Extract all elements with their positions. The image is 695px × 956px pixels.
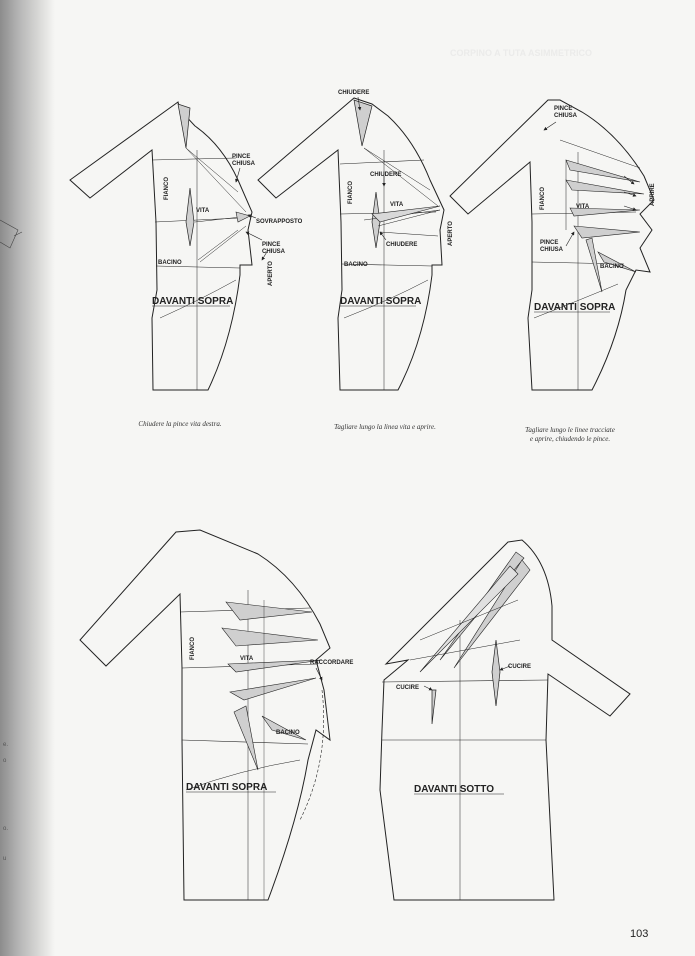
fig2-label-aperto: APERTO [448, 221, 454, 246]
fig1-label-bacino: BACINO [158, 260, 182, 266]
figure-4 [80, 530, 330, 900]
fig3-wedge-4 [574, 226, 640, 238]
side-mark: o [3, 758, 7, 764]
figure-5 [380, 540, 630, 900]
fig5-dart-left [432, 690, 436, 724]
fig1-label-pince-1: PINCE [232, 154, 251, 160]
fig1-label-sovrapposto: SOVRAPPOSTO [256, 219, 303, 225]
fig5-wedge-2 [454, 560, 530, 668]
caption-figure-1: Chiudere la pince vita destra. [138, 420, 222, 428]
fig3-label-aprire: APRIRE [650, 183, 656, 206]
fig3-wedge-1 [566, 160, 640, 182]
fig4-title: DAVANTI SOPRA [186, 782, 268, 793]
fig4-outline [80, 530, 330, 900]
fig4-label-fianco: FIANCO [190, 637, 196, 660]
fig5-wedge-3 [420, 566, 518, 672]
fig4-wedge-5 [234, 706, 258, 770]
side-mark: o. [3, 826, 9, 832]
fig4-label-bacino: BACINO [276, 730, 300, 736]
fig2-open-wedge [372, 206, 440, 222]
fig2-label-chiudere-mid: CHIUDERE [370, 172, 402, 178]
fig1-label-aperto: APERTO [268, 261, 274, 286]
fig3-label-pince-top-2: CHIUSA [554, 113, 578, 119]
fig1-label-pince-2: CHIUSA [232, 161, 256, 167]
fig2-title: DAVANTI SOPRA [340, 296, 422, 307]
fig3-wedge-2 [566, 180, 644, 194]
caption-figure-3-line-2: e aprire, chiudendo le pince. [529, 435, 611, 443]
fig1-side-dart [236, 212, 250, 222]
fig4-dashed-side [300, 690, 324, 820]
fig4-wedge-2 [222, 628, 318, 646]
fig1-title: DAVANTI SOPRA [152, 296, 234, 307]
fig2-label-chiudere-top: CHIUDERE [338, 90, 370, 96]
fig4-label-vita: VITA [240, 656, 254, 662]
fig1-label-pince2-1: PINCE [262, 242, 281, 248]
fig3-label-pince-low-2: CHIUSA [540, 247, 564, 253]
fig5-label-cucire-left: CUCIRE [396, 685, 420, 691]
fig2-shoulder-dart [354, 100, 372, 146]
fig1-bust-line [152, 158, 236, 160]
fig2-label-bacino: BACINO [344, 262, 368, 268]
fig1-hip-line [156, 266, 240, 268]
fig4-wedge-1 [226, 602, 312, 620]
fig5-label-cucire-right: CUCIRE [508, 664, 532, 670]
fig4-wedge-4 [230, 678, 316, 700]
fig2-label-vita: VITA [390, 202, 404, 208]
fig3-label-pince-top-1: PINCE [554, 106, 573, 112]
fig5-title: DAVANTI SOTTO [414, 784, 494, 795]
fig2-label-fianco: FIANCO [348, 181, 354, 204]
fig4-hip-line [182, 740, 308, 744]
fig1-label-fianco: FIANCO [164, 177, 170, 200]
fig1-label-vita: VITA [196, 208, 210, 214]
fig3-label-bacino: BACINO [600, 264, 624, 270]
fig3-label-pince-low-1: PINCE [540, 240, 559, 246]
caption-figure-2: Tagliare lungo la linea vita e aprire. [334, 423, 436, 431]
fig1-outline [70, 102, 252, 390]
fig3-title: DAVANTI SOPRA [534, 302, 616, 313]
figure-1 [70, 102, 252, 390]
fig5-waist-line [382, 680, 548, 682]
ghost-header: CORPINO A TUTA ASIMMETRICO [450, 48, 592, 58]
fig5-dart-right [492, 640, 500, 706]
fig4-wedge-6 [262, 716, 306, 740]
fig3-label-fianco: FIANCO [540, 187, 546, 210]
fig3-label-vita: VITA [576, 204, 590, 210]
ruler-mark [0, 220, 22, 248]
caption-figure-3-line-1: Tagliare lungo le linee tracciate [525, 426, 615, 434]
fig4-label-raccordare: RACCORDARE [310, 660, 354, 666]
side-mark: u [3, 856, 7, 862]
fig2-label-chiudere-low: CHIUDERE [386, 242, 418, 248]
fig1-dart-left [186, 188, 194, 246]
fig1-label-pince2-2: CHIUSA [262, 249, 286, 255]
side-mark: e. [3, 742, 9, 748]
page-number: 103 [630, 928, 649, 940]
fig1-shoulder-dart [178, 104, 190, 148]
